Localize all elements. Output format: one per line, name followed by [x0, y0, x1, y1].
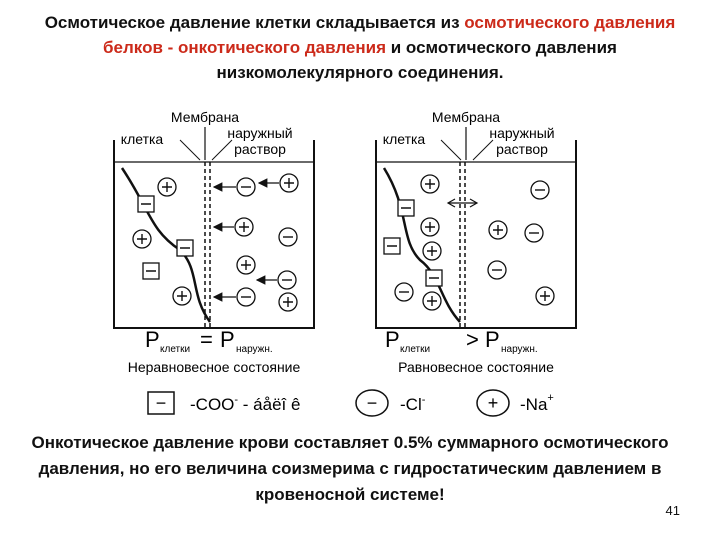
- right-panel: [376, 109, 576, 375]
- legend-box-sign: −: [155, 393, 167, 413]
- title-part1: Осмотическое давление клетки складывается из: [44, 13, 465, 32]
- cation: [237, 256, 255, 274]
- anion: [237, 288, 255, 306]
- title-part2: и осмотического давления низкомолекулярного соединения.: [216, 38, 617, 82]
- title-highlight: осмотического давления белков - онкотического давления: [103, 13, 676, 57]
- left-outside-label-1: наружный: [227, 125, 293, 141]
- anion: [395, 283, 413, 301]
- right-p-cell-sub: клетки: [400, 344, 431, 355]
- left-state-label: Неравновесное состояние: [127, 359, 301, 375]
- anion: [278, 271, 296, 289]
- cation: [423, 292, 441, 310]
- left-p-outside: P: [220, 327, 235, 352]
- cation: [133, 230, 151, 248]
- right-p-cell: P: [385, 327, 400, 352]
- cation: [280, 174, 298, 192]
- left-relation: =: [200, 327, 213, 352]
- legend-cation-sign: +: [487, 393, 499, 413]
- slide-title: [20, 10, 700, 85]
- left-p-cell-sub: клетки: [160, 344, 191, 355]
- anion: [531, 181, 549, 199]
- cation: [536, 287, 554, 305]
- left-p-cell: P: [145, 327, 160, 352]
- anion: [237, 178, 255, 196]
- right-cell-label: клетка: [382, 131, 426, 147]
- cation: [235, 218, 253, 236]
- left-cell-label: клетка: [120, 131, 164, 147]
- cation: [173, 287, 191, 305]
- page-number: 41: [665, 503, 680, 518]
- legend-anion-label: -Cl-: [400, 394, 426, 414]
- right-outside-label-2: раствор: [496, 141, 548, 157]
- anion: [488, 261, 506, 279]
- legend-box-label: -COO- - áåëî ê: [190, 394, 301, 414]
- legend: [148, 390, 554, 416]
- left-panel: [114, 109, 314, 375]
- cation: [421, 218, 439, 236]
- left-p-outside-sub: наружн.: [236, 344, 273, 355]
- cation: [489, 221, 507, 239]
- cation: [158, 178, 176, 196]
- left-outside-label-2: раствор: [234, 141, 286, 157]
- right-membrane-label: Мембрана: [431, 109, 501, 125]
- cation: [421, 175, 439, 193]
- osmosis-diagram: [0, 100, 720, 430]
- anion: [525, 224, 543, 242]
- cation: [423, 242, 441, 260]
- anion: [279, 228, 297, 246]
- right-state-label: Равновесное состояние: [398, 359, 554, 375]
- legend-cation-label: -Na+: [520, 392, 554, 414]
- right-outside-label-1: наружный: [489, 125, 555, 141]
- legend-anion-sign: −: [366, 393, 378, 413]
- right-relation: >: [466, 327, 479, 352]
- left-membrane-label: Мембрана: [170, 109, 240, 125]
- right-p-outside: P: [485, 327, 500, 352]
- cation: [279, 293, 297, 311]
- bottom-note: Онкотическое давление крови составляет 0.5% суммарного осмотического давления, но его величина соизмерима с гидростатическим давлением в кровеносной системе!: [31, 433, 669, 504]
- right-p-outside-sub: наружн.: [501, 344, 538, 355]
